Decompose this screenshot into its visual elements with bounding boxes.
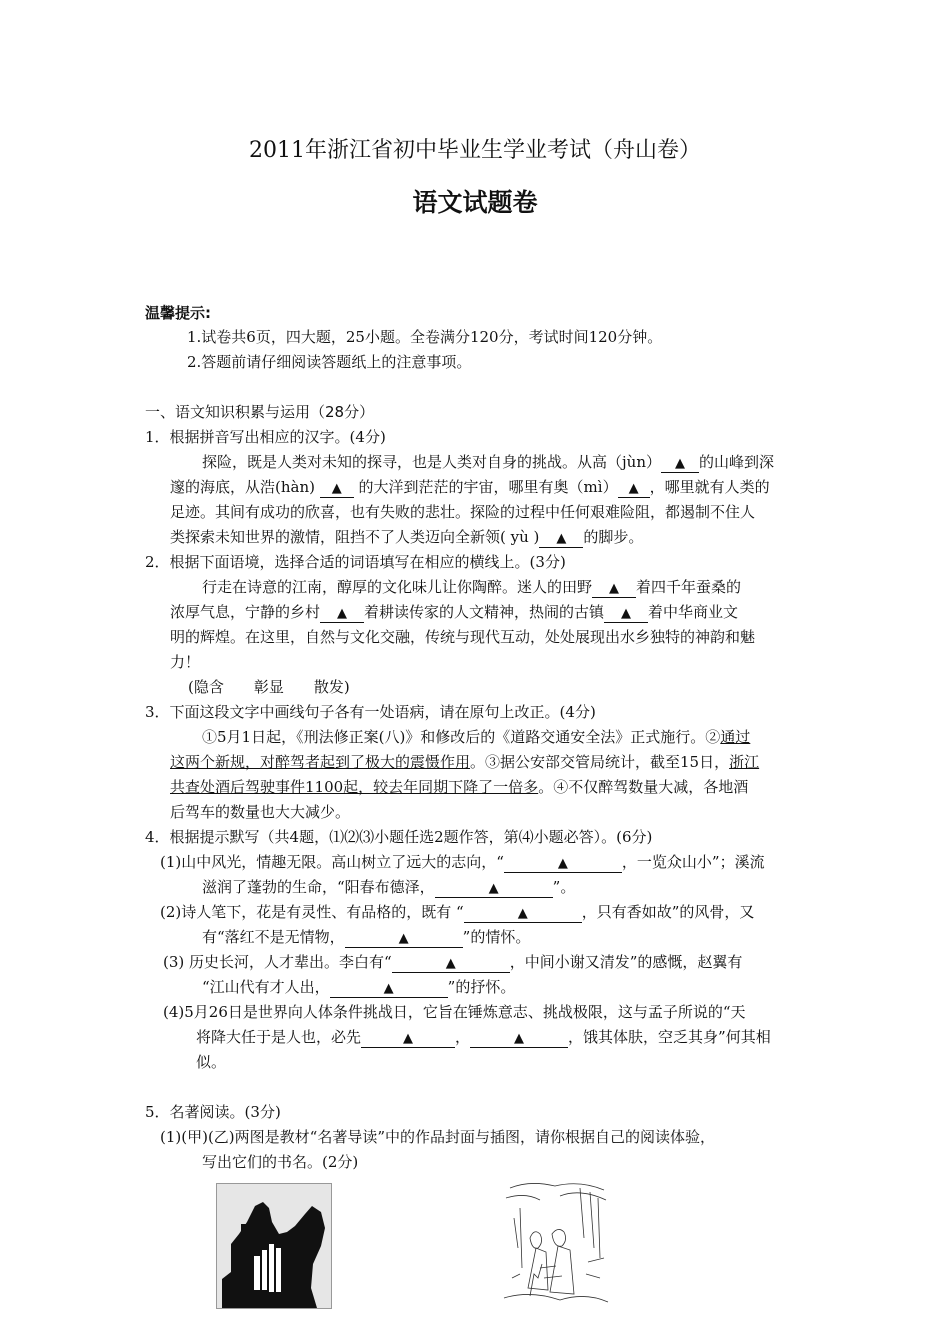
question-1-line-1: 探险，既是人类对未知的探寻，也是人类对自身的挑战。从高（jùn） ▲ 的山峰到深 (202, 453, 774, 471)
answer-blank[interactable]: ▲ (504, 856, 622, 873)
exam-title: 2011年浙江省初中毕业生学业考试（舟山卷） (249, 138, 701, 163)
answer-blank[interactable]: ▲ (470, 1031, 568, 1048)
question-4-stem: 4．根据提示默写（共4题，⑴⑵⑶小题任选2题作答，第⑷小题必答）。(6分) (145, 828, 653, 846)
question-4-part-4-line-1: (4)5月26日是世界向人体条件挑战日，它旨在锤炼意志、挑战极限，这与孟子所说的“天 (163, 1003, 746, 1021)
question-1-stem: 1．根据拼音写出相应的汉字。(4分) (145, 428, 386, 446)
question-4-part-3-line-1: (3) 历史长河，人才辈出。李白有“ ▲ ，中间小谢又清发”的感慨，赵翼有 (163, 953, 743, 971)
question-4-part-4-line-2: 将降大任于是人也，必先 ▲ ， ▲ ，饿其体肤，空乏其身”何其相 (196, 1028, 771, 1046)
question-3-line-4: 后驾车的数量也大大减少。 (170, 803, 351, 821)
answer-blank[interactable]: ▲ (320, 606, 364, 623)
question-3-line-3: 共查处酒后驾驶事件1100起，较去年同期下降了一倍多。④不仅醉驾数量大减，各地酒 (170, 778, 749, 796)
question-2-line-1: 行走在诗意的江南，醇厚的文化味儿让你陶醉。迷人的田野 ▲ 着四千年蚕桑的 (202, 578, 742, 596)
answer-blank[interactable]: ▲ (330, 981, 448, 998)
question-1-line-3: 足迹。其间有成功的欣喜，也有失败的悲壮。探险的过程中任何艰难险阻，都遏制不住人 (170, 503, 756, 521)
section-heading: 一、语文知识积累与运用（28分） (145, 403, 375, 421)
question-4-part-1-line-2: 滋润了蓬勃的生命，“阳春布德泽， ▲ ”。 (202, 878, 576, 896)
answer-blank[interactable]: ▲ (539, 531, 583, 548)
tips-heading: 温馨提示: (145, 304, 211, 322)
tips-item-2: 2.答题前请仔细阅读答题纸上的注意事项。 (187, 353, 472, 371)
question-2-line-2: 浓厚气息，宁静的乡村 ▲ 着耕读传家的人文精神，热闹的古镇 ▲ 着中华商业文 (170, 603, 739, 621)
answer-blank[interactable]: ▲ (392, 956, 510, 973)
answer-blank[interactable]: ▲ (464, 906, 582, 923)
answer-blank[interactable]: ▲ (592, 581, 636, 598)
question-4-part-4-line-3: 似。 (196, 1053, 227, 1071)
question-1-line-4: 类探索未知世界的激情，阻挡不了人类迈向全新领( yù ) ▲ 的脚步。 (170, 528, 644, 546)
question-3-line-2: 这两个新规，对醉驾者起到了极大的震慑作用。③据公安部交管局统计，截至15日，浙江 (170, 753, 760, 771)
question-5-part-1-line-1: (1)(甲)(乙)两图是教材“名著导读”中的作品封面与插图，请你根据自己的阅读体验， (160, 1128, 715, 1146)
question-4-part-1-line-1: (1)山中风光，情趣无限。高山树立了远大的志向，“ ▲ ，一览众山小”；溪流 (160, 853, 765, 871)
question-5-stem: 5．名著阅读。(3分) (145, 1103, 281, 1121)
book-cover-image (216, 1183, 332, 1309)
answer-blank[interactable]: ▲ (618, 481, 650, 498)
answer-blank[interactable]: ▲ (320, 481, 354, 498)
question-2-options: (隐含 彰显 散发) (188, 678, 350, 696)
question-2-line-3: 明的辉煌。在这里，自然与文化交融，传统与现代互动，处处展现出水乡独特的神韵和魅 (170, 628, 756, 646)
question-4-part-2-line-2: 有“落红不是无情物， ▲ ”的情怀。 (202, 928, 531, 946)
question-1-line-2: 邃的海底，从浩(hàn) ▲ 的大洋到茫茫的宇宙，哪里有奥（mì） ▲ ，哪里就有人类的 (170, 478, 770, 496)
question-2-line-4: 力！ (170, 653, 201, 671)
underlined-sentence: 浙江 (729, 753, 760, 771)
answer-blank[interactable]: ▲ (361, 1031, 455, 1048)
question-3-line-1: ①5月1日起，《刑法修正案(八)》和修改后的《道路交通安全法》正式施行。②通过 (202, 728, 751, 746)
question-3-stem: 3．下面这段文字中画线句子各有一处语病，请在原句上改正。(4分) (145, 703, 596, 721)
underlined-sentence: 通过 (720, 728, 751, 746)
underlined-sentence: 共查处酒后驾驶事件1100起，较去年同期下降了一倍多 (170, 778, 539, 796)
question-4-part-2-line-1: (2)诗人笔下，花是有灵性、有品格的，既有 “ ▲ ，只有香如故”的风骨，又 (160, 903, 755, 921)
answer-blank[interactable]: ▲ (435, 881, 553, 898)
question-2-stem: 2．根据下面语境，选择合适的词语填写在相应的横线上。(3分) (145, 553, 566, 571)
question-4-part-3-line-2: “江山代有才人出， ▲ ”的抒怀。 (202, 978, 516, 996)
answer-blank[interactable]: ▲ (345, 931, 463, 948)
answer-blank[interactable]: ▲ (604, 606, 648, 623)
illustration-image (500, 1178, 612, 1308)
paper-title: 语文试题卷 (412, 188, 538, 217)
underlined-sentence: 这两个新规，对醉驾者起到了极大的震慑作用 (170, 753, 471, 771)
question-5-part-1-line-2: 写出它们的书名。(2分) (202, 1153, 359, 1171)
answer-blank[interactable]: ▲ (661, 456, 699, 473)
tips-item-1: 1.试卷共6页，四大题，25小题。全卷满分120分，考试时间120分钟。 (187, 328, 663, 346)
